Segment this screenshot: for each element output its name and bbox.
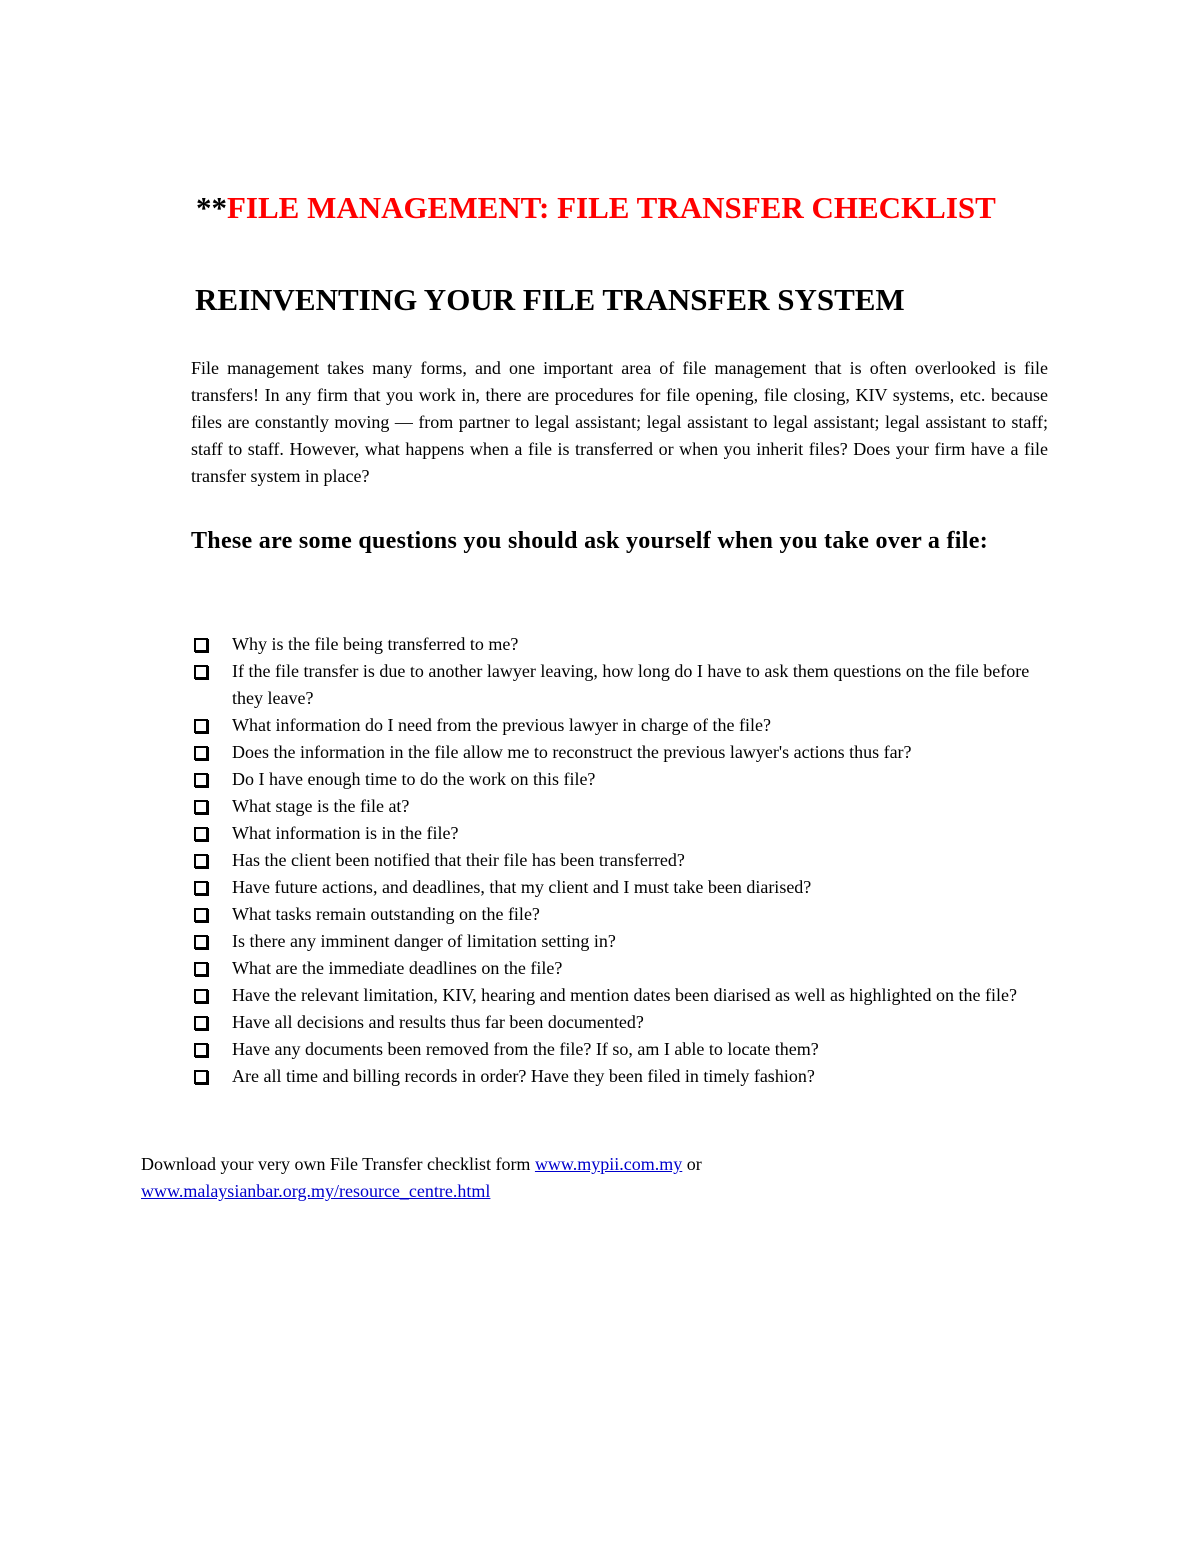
checklist-item-text: Are all time and billing records in order? Have they been filed in timely fashion? bbox=[232, 1066, 815, 1086]
checklist-item-text: What information do I need from the previous lawyer in charge of the file? bbox=[232, 715, 771, 735]
empty-checkbox-icon[interactable] bbox=[194, 1043, 208, 1057]
checklist-item bbox=[191, 712, 1053, 739]
empty-checkbox-icon[interactable] bbox=[194, 1070, 208, 1084]
checklist-item-text: Have the relevant limitation, KIV, hearing and mention dates been diarised as well as highlighted on the file? bbox=[232, 985, 1017, 1005]
checklist-item-text: Have any documents been removed from the file? If so, am I able to locate them? bbox=[232, 1039, 819, 1059]
document-title bbox=[196, 186, 1096, 230]
checklist-item bbox=[191, 955, 1053, 982]
checklist-item-text: What tasks remain outstanding on the file? bbox=[232, 904, 540, 924]
title-prefix: ** bbox=[196, 190, 227, 225]
empty-checkbox-icon[interactable] bbox=[194, 827, 208, 841]
checklist-item bbox=[191, 1036, 1053, 1063]
empty-checkbox-icon[interactable] bbox=[194, 746, 208, 760]
checklist-item-text: If the file transfer is due to another lawyer leaving, how long do I have to ask them questions on the file before they leave? bbox=[232, 661, 1030, 708]
checklist-item bbox=[191, 1063, 1053, 1090]
checklist-item bbox=[191, 820, 1053, 847]
checklist-item bbox=[191, 631, 1053, 658]
checklist-item-text: What information is in the file? bbox=[232, 823, 459, 843]
checklist-item-text: What stage is the file at? bbox=[232, 796, 410, 816]
title-main: FILE MANAGEMENT: FILE TRANSFER CHECKLIST bbox=[227, 190, 996, 225]
download-note bbox=[141, 1151, 1041, 1205]
checklist-item bbox=[191, 793, 1053, 820]
checklist-item-text: Why is the file being transferred to me? bbox=[232, 634, 519, 654]
document-subtitle: REINVENTING YOUR FILE TRANSFER SYSTEM bbox=[195, 282, 905, 317]
empty-checkbox-icon[interactable] bbox=[194, 854, 208, 868]
download-text-or: or bbox=[682, 1154, 702, 1174]
checklist-item bbox=[191, 982, 1053, 1009]
empty-checkbox-icon[interactable] bbox=[194, 638, 208, 652]
checklist-item-text: What are the immediate deadlines on the file? bbox=[232, 958, 563, 978]
intro-paragraph: File management takes many forms, and one important area of file management that is often overlooked is file transfers! In any firm that you work in, there are procedures for file opening, file closing, KIV systems, etc. because files are constantly moving — from partner to legal assistant; legal assistant to legal assistant; legal assistant to staff; staff to staff. However, what happens when a file is transferred or when you inherit files? Does your firm have a file transfer system in place? bbox=[191, 358, 1048, 486]
empty-checkbox-icon[interactable] bbox=[194, 665, 208, 679]
checklist-item bbox=[191, 739, 1053, 766]
checklist-item bbox=[191, 928, 1053, 955]
empty-checkbox-icon[interactable] bbox=[194, 773, 208, 787]
empty-checkbox-icon[interactable] bbox=[194, 719, 208, 733]
checklist-item bbox=[191, 847, 1053, 874]
checklist-item bbox=[191, 901, 1053, 928]
checklist-item-text: Do I have enough time to do the work on this file? bbox=[232, 769, 596, 789]
empty-checkbox-icon[interactable] bbox=[194, 962, 208, 976]
file-transfer-checklist bbox=[191, 631, 1053, 1090]
checklist-item bbox=[191, 874, 1053, 901]
checklist-item bbox=[191, 1009, 1053, 1036]
empty-checkbox-icon[interactable] bbox=[194, 881, 208, 895]
checklist-item bbox=[191, 766, 1053, 793]
checklist-item bbox=[191, 658, 1053, 712]
checklist-item-text: Does the information in the file allow me to reconstruct the previous lawyer's actions thus far? bbox=[232, 742, 912, 762]
checklist-item-text: Have future actions, and deadlines, that my client and I must take been diarised? bbox=[232, 877, 812, 897]
empty-checkbox-icon[interactable] bbox=[194, 800, 208, 814]
empty-checkbox-icon[interactable] bbox=[194, 989, 208, 1003]
checklist-item-text: Is there any imminent danger of limitation setting in? bbox=[232, 931, 616, 951]
checklist-item-text: Has the client been notified that their file has been transferred? bbox=[232, 850, 685, 870]
empty-checkbox-icon[interactable] bbox=[194, 935, 208, 949]
empty-checkbox-icon[interactable] bbox=[194, 908, 208, 922]
questions-heading: These are some questions you should ask yourself when you take over a file: bbox=[191, 528, 988, 554]
empty-checkbox-icon[interactable] bbox=[194, 1016, 208, 1030]
download-text: Download your very own File Transfer checklist form bbox=[141, 1154, 535, 1174]
checklist-item-text: Have all decisions and results thus far been documented? bbox=[232, 1012, 644, 1032]
malaysianbar-resource-link[interactable]: www.malaysianbar.org.my/resource_centre.html bbox=[141, 1181, 491, 1201]
mypii-link[interactable]: www.mypii.com.my bbox=[534, 1154, 683, 1174]
